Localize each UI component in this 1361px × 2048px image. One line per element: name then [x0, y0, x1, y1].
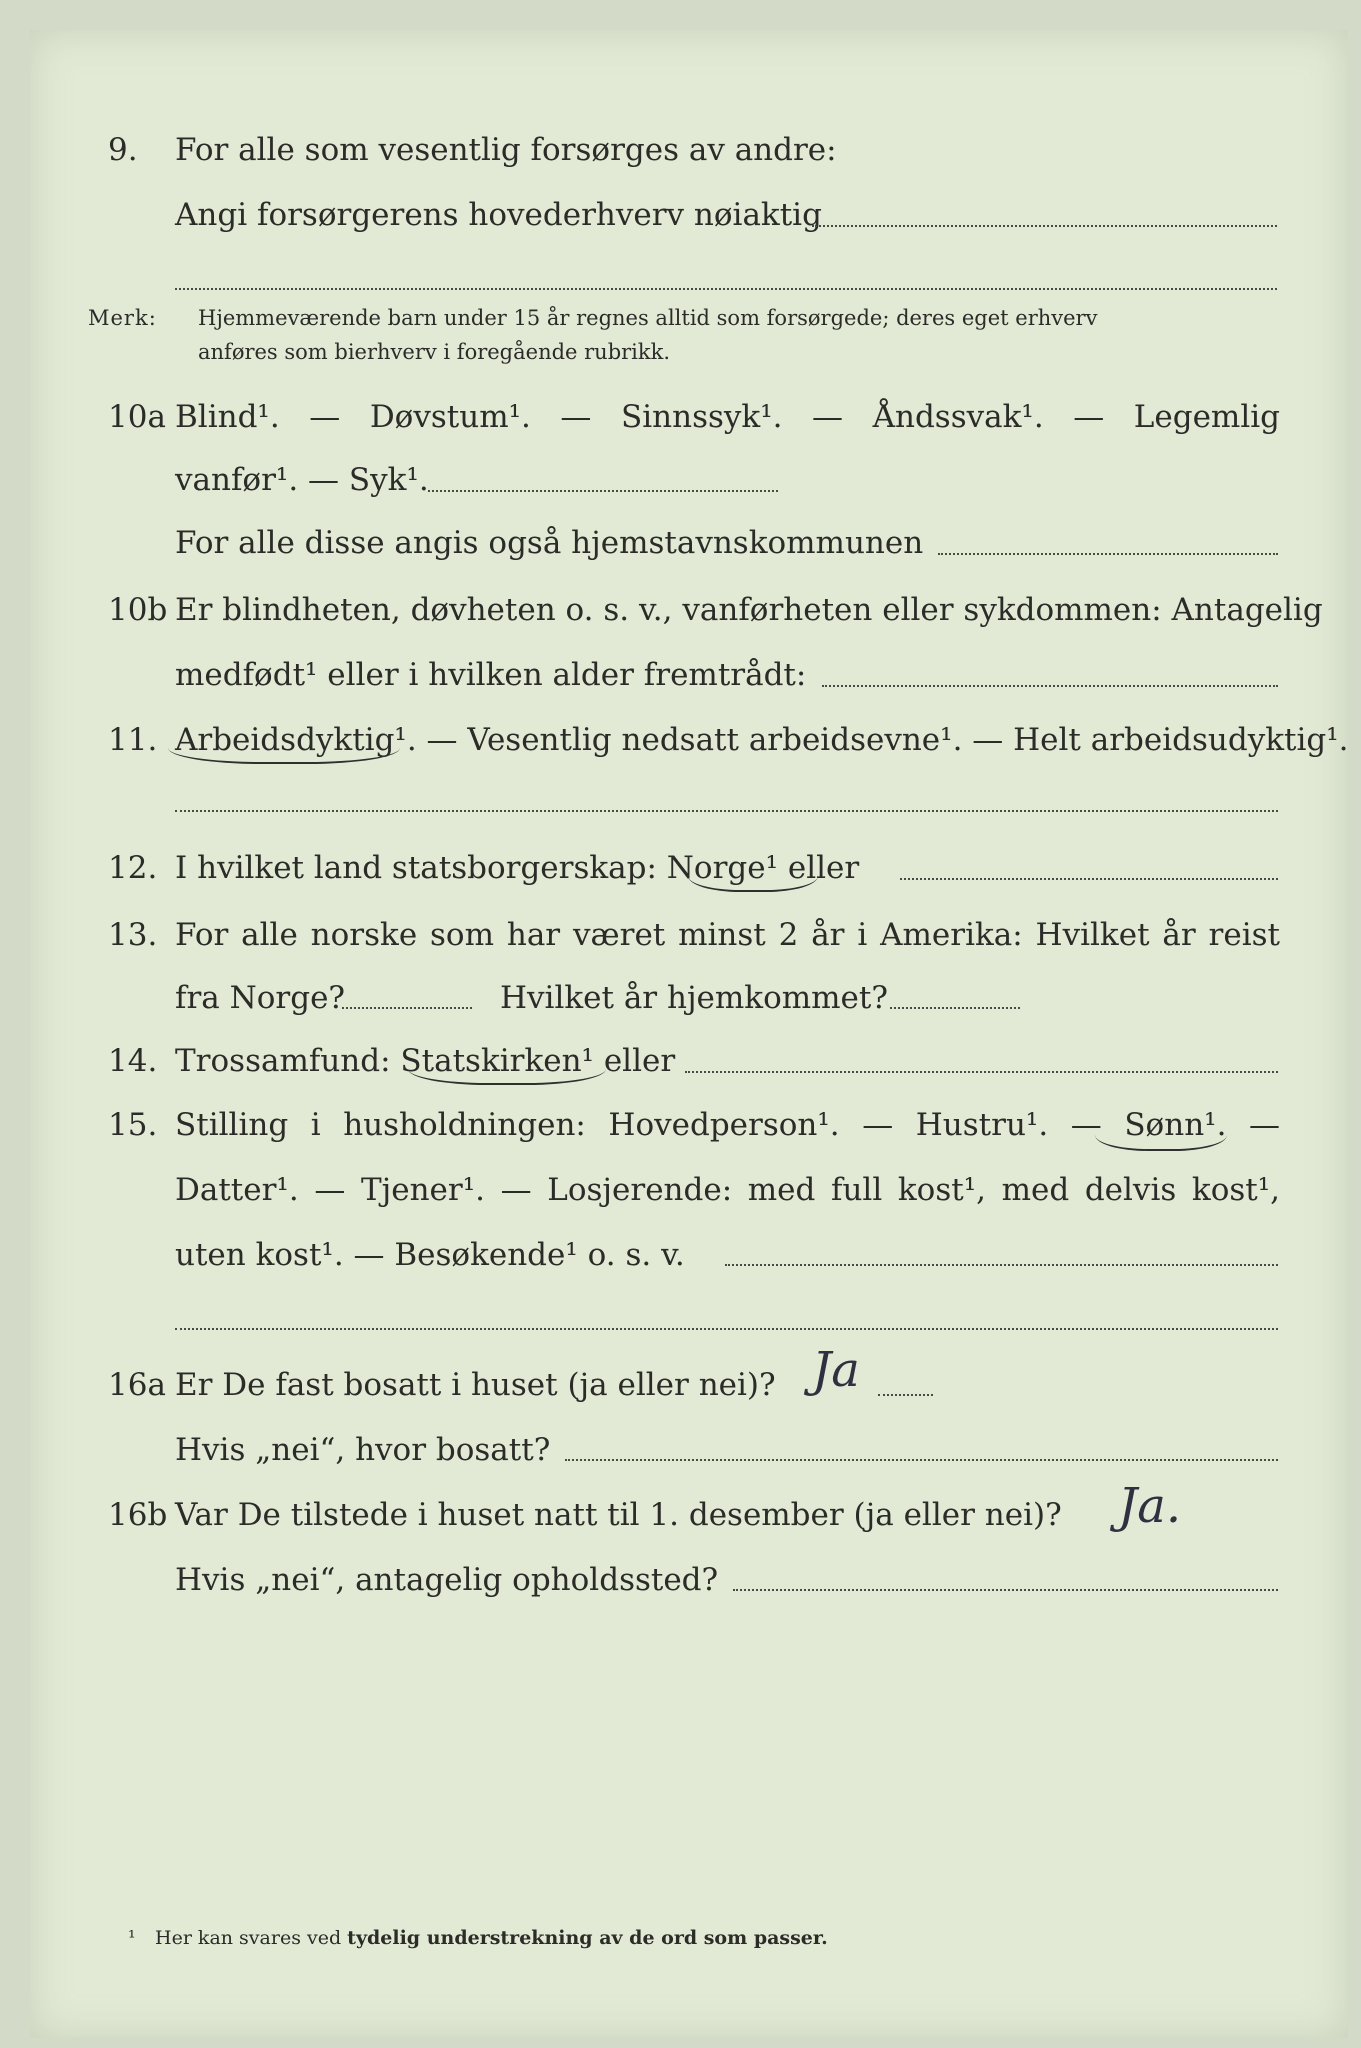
q11-answer-line	[175, 810, 1278, 812]
q15-answer-line	[725, 1264, 1278, 1266]
question-number-13: 13.	[108, 917, 158, 953]
q10a-answer-line	[428, 490, 778, 492]
merk-line1: Hjemmeværende barn under 15 år regnes alltid som forsørgede; deres eget erhverv	[198, 306, 1098, 330]
question-number-10b: 10b	[108, 592, 168, 628]
handwritten-answer-16a: Ja	[812, 1342, 860, 1398]
q16a-line2: Hvis „nei“, hvor bosatt?	[175, 1432, 551, 1468]
q10b-line2: medfødt¹ eller i hvilken alder fremtrådt:	[175, 657, 807, 693]
question-number-16a: 16a	[108, 1367, 166, 1403]
q15-line3: uten kost¹. — Besøkende¹ o. s. v.	[175, 1237, 685, 1273]
q13-line2b: Hvilket år hjemkommet?	[500, 980, 888, 1016]
footnote-marker: ¹	[128, 1927, 136, 1949]
footnote-text: Her kan svares ved tydelig understrekning av de ord som passer.	[155, 1927, 828, 1949]
q9-answer-line-2	[175, 288, 1277, 290]
question-number-15: 15.	[108, 1107, 158, 1143]
question-number-10a: 10a	[108, 399, 166, 435]
q13-line1: For alle norske som har været minst 2 år i Amerika: Hvilket år reist	[175, 917, 1280, 953]
q16b-answer-line	[733, 1589, 1278, 1591]
q9-line2: Angi forsørgerens hovederhverv nøiaktig	[175, 197, 822, 233]
question-number-14: 14.	[108, 1043, 158, 1079]
q14-line1: Trossamfund: Statskirken¹ eller	[175, 1043, 676, 1079]
q16a-line1: Er De fast bosatt i huset (ja eller nei)?	[175, 1367, 776, 1403]
q11-line1: Arbeidsdyktig¹. — Vesentlig nedsatt arbeidsevne¹. — Helt arbeidsudyktig¹.	[175, 722, 1349, 758]
q10a-line1: Blind¹. — Døvstum¹. — Sinnssyk¹. — Åndssvak¹. — Legemlig	[175, 399, 1280, 435]
question-number-9: 9.	[108, 132, 138, 168]
question-number-12: 12.	[108, 850, 158, 886]
q13-answer-right	[890, 1007, 1020, 1009]
q10a-line2: vanfør¹. — Syk¹.	[175, 462, 429, 498]
merk-label: Merk:	[88, 306, 157, 330]
question-number-11: 11.	[108, 722, 158, 758]
q12-line1: I hvilket land statsborgerskap: Norge¹ eller	[175, 850, 860, 886]
q10b-line1: Er blindheten, døvheten o. s. v., vanførheten eller sykdommen: Antagelig	[175, 592, 1323, 628]
q15-answer-line-2	[175, 1328, 1278, 1330]
q15-line1: Stilling i husholdningen: Hovedperson¹. — Hustru¹. — Sønn¹. —	[175, 1107, 1280, 1143]
q10a-line3: For alle disse angis også hjemstavnskommunen	[175, 525, 924, 561]
q10a-answer-line-2	[938, 553, 1278, 555]
q9-line1: For alle som vesentlig forsørges av andre:	[175, 132, 837, 168]
q12-answer-line	[900, 878, 1278, 880]
handwritten-answer-16b: Ja.	[1118, 1478, 1182, 1534]
q16a-answer-line-2	[565, 1459, 1278, 1461]
q16a-answer-line	[878, 1394, 933, 1396]
q15-line2: Datter¹. — Tjener¹. — Losjerende: med full kost¹, med delvis kost¹,	[175, 1172, 1280, 1208]
q16b-line2: Hvis „nei“, antagelig opholdssted?	[175, 1562, 719, 1598]
q16b-line1: Var De tilstede i huset natt til 1. desember (ja eller nei)?	[175, 1497, 1062, 1533]
q9-answer-line	[812, 225, 1277, 227]
q10b-answer-line	[822, 685, 1278, 687]
merk-line2: anføres som bierhverv i foregående rubrikk.	[198, 340, 671, 364]
question-number-16b: 16b	[108, 1497, 168, 1533]
q14-answer-line	[685, 1071, 1278, 1073]
q13-line2a: fra Norge?	[175, 980, 346, 1016]
q13-answer-left	[342, 1007, 472, 1009]
